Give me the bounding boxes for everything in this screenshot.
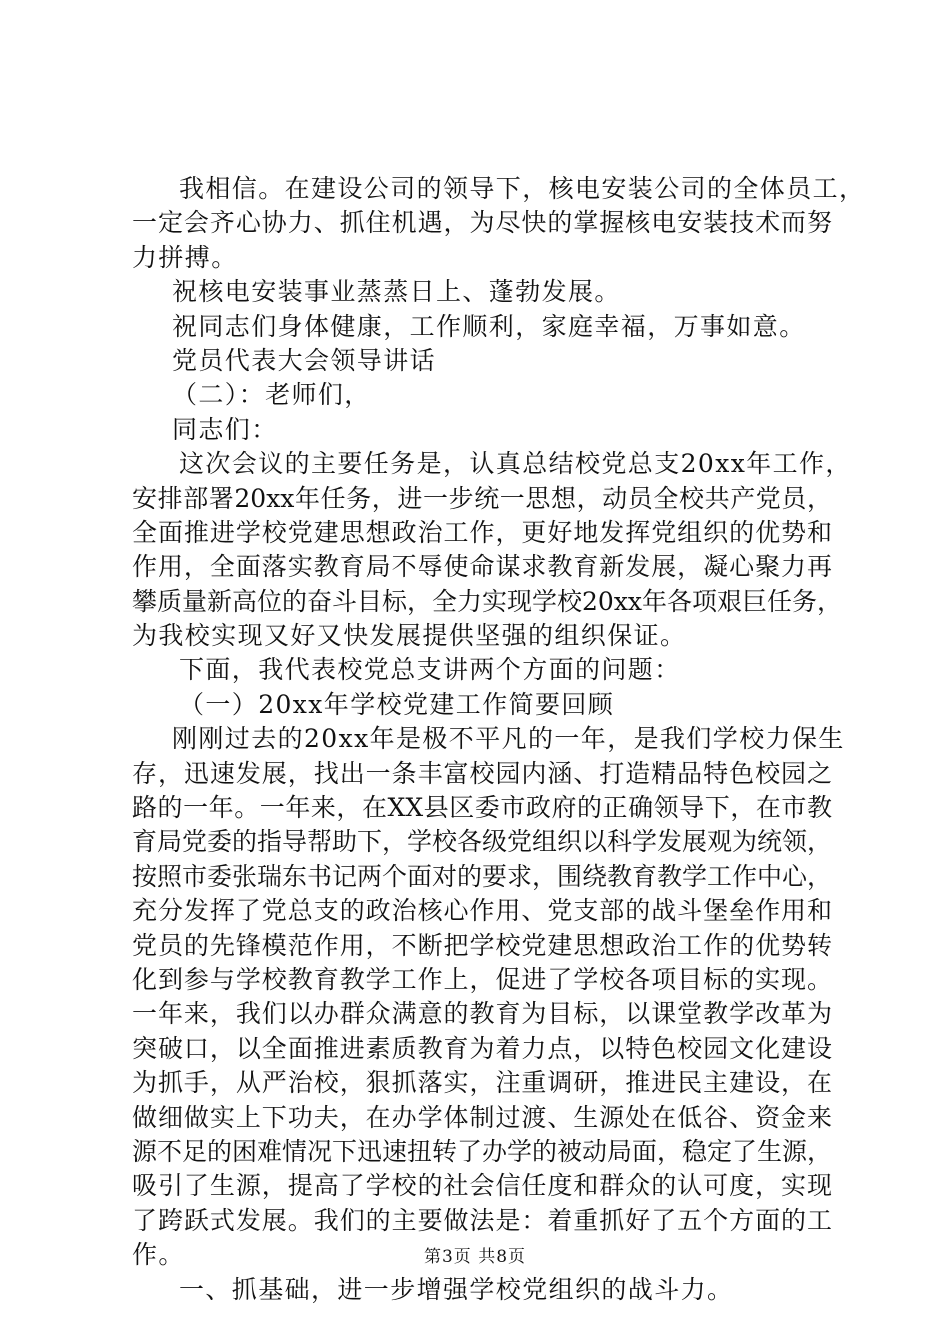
text-line: 育局党委的指导帮助下，学校各级党组织以科学发展观为统领， (132, 827, 833, 857)
text-line: 全面推进学校党建思想政治工作，更好地发挥党组织的优势和 (132, 517, 832, 547)
text-line: 祝同志们身体健康，工作顺利，家庭幸福，万事如意。 (172, 311, 806, 341)
section-heading: 党员代表大会领导讲话 (172, 345, 437, 375)
text-line: 祝核电安装事业蒸蒸日上、蓬勃发展。 (172, 277, 621, 307)
text-line: 了跨跃式发展。我们的主要做法是：着重抓好了五个方面的工 (132, 1205, 832, 1235)
text-line: 路的一年。一年来，在XX县区委市政府的正确领导下，在市教 (132, 793, 832, 823)
document-body (132, 172, 866, 1307)
page-footer (0, 1242, 950, 1267)
text-line: 作。 (132, 1240, 185, 1270)
text-line: 安排部署20xx年任务，进一步统一思想，动员全校共产党员， (132, 483, 832, 513)
text-line: 刚刚过去的20xx年是极不平凡的一年，是我们学校力保生 (172, 724, 845, 754)
text-line: 吸引了生源，提高了学校的社会信任度和群众的认可度，实现 (132, 1171, 832, 1201)
text-line: 我相信。在建设公司的领导下，核电安装公司的全体员工， (179, 174, 866, 203)
text-line: 力拼搏。 (132, 242, 238, 272)
text-line: 存，迅速发展，找出一条丰富校园内涵、打造精品特色校园之 (132, 758, 832, 788)
list-item-heading: 一、抓基础，进一步增强学校党组织的战斗力。 (179, 1274, 734, 1304)
subsection-heading: （一）20xx年学校党建工作简要回顾 (179, 689, 615, 719)
text-line: 作用，全面落实教育局不辱使命谋求教育新发展，凝心聚力再 (132, 552, 832, 582)
text-line: （二）：老师们， (172, 380, 371, 410)
text-line: 化到参与学校教育教学工作上，促进了学校各项目标的实现。 (132, 964, 832, 994)
text-line: 为我校实现又好又快发展提供坚强的组织保证。 (132, 621, 687, 651)
text-line: 为抓手，从严治校，狠抓落实，注重调研，推进民主建设，在 (132, 1068, 832, 1098)
text-line: 充分发挥了党总支的政治核心作用、党支部的战斗堡垒作用和 (132, 896, 832, 926)
text-line: 一年来，我们以办群众满意的教育为目标，以课堂教学改革为 (132, 999, 832, 1029)
text-line: 一定会齐心协力、抓住机遇，为尽快的掌握核电安装技术而努 (132, 208, 832, 238)
text-line: 同志们： (172, 414, 278, 444)
text-line: 攀质量新高位的奋斗目标，全力实现学校20xx年各项艰巨任务， (132, 586, 843, 616)
text-line: 党员的先锋模范作用，不断把学校党建思想政治工作的优势转 (132, 930, 832, 960)
text-line: 下面，我代表校党总支讲两个方面的问题： (179, 655, 681, 685)
page-number: 第3页 共8页 (423, 1247, 527, 1267)
text-line: 这次会议的主要任务是，认真总结校党总支20xx年工作， (179, 449, 852, 479)
text-line: 按照市委张瑞东书记两个面对的要求，围绕教育教学工作中心， (132, 861, 833, 891)
text-line: 突破口，以全面推进素质教育为着力点，以特色校园文化建设 (132, 1033, 832, 1063)
text-line: 做细做实上下功夫，在办学体制过渡、生源处在低谷、资金来 (132, 1102, 832, 1132)
text-line: 源不足的困难情况下迅速扭转了办学的被动局面，稳定了生源， (132, 1136, 833, 1166)
